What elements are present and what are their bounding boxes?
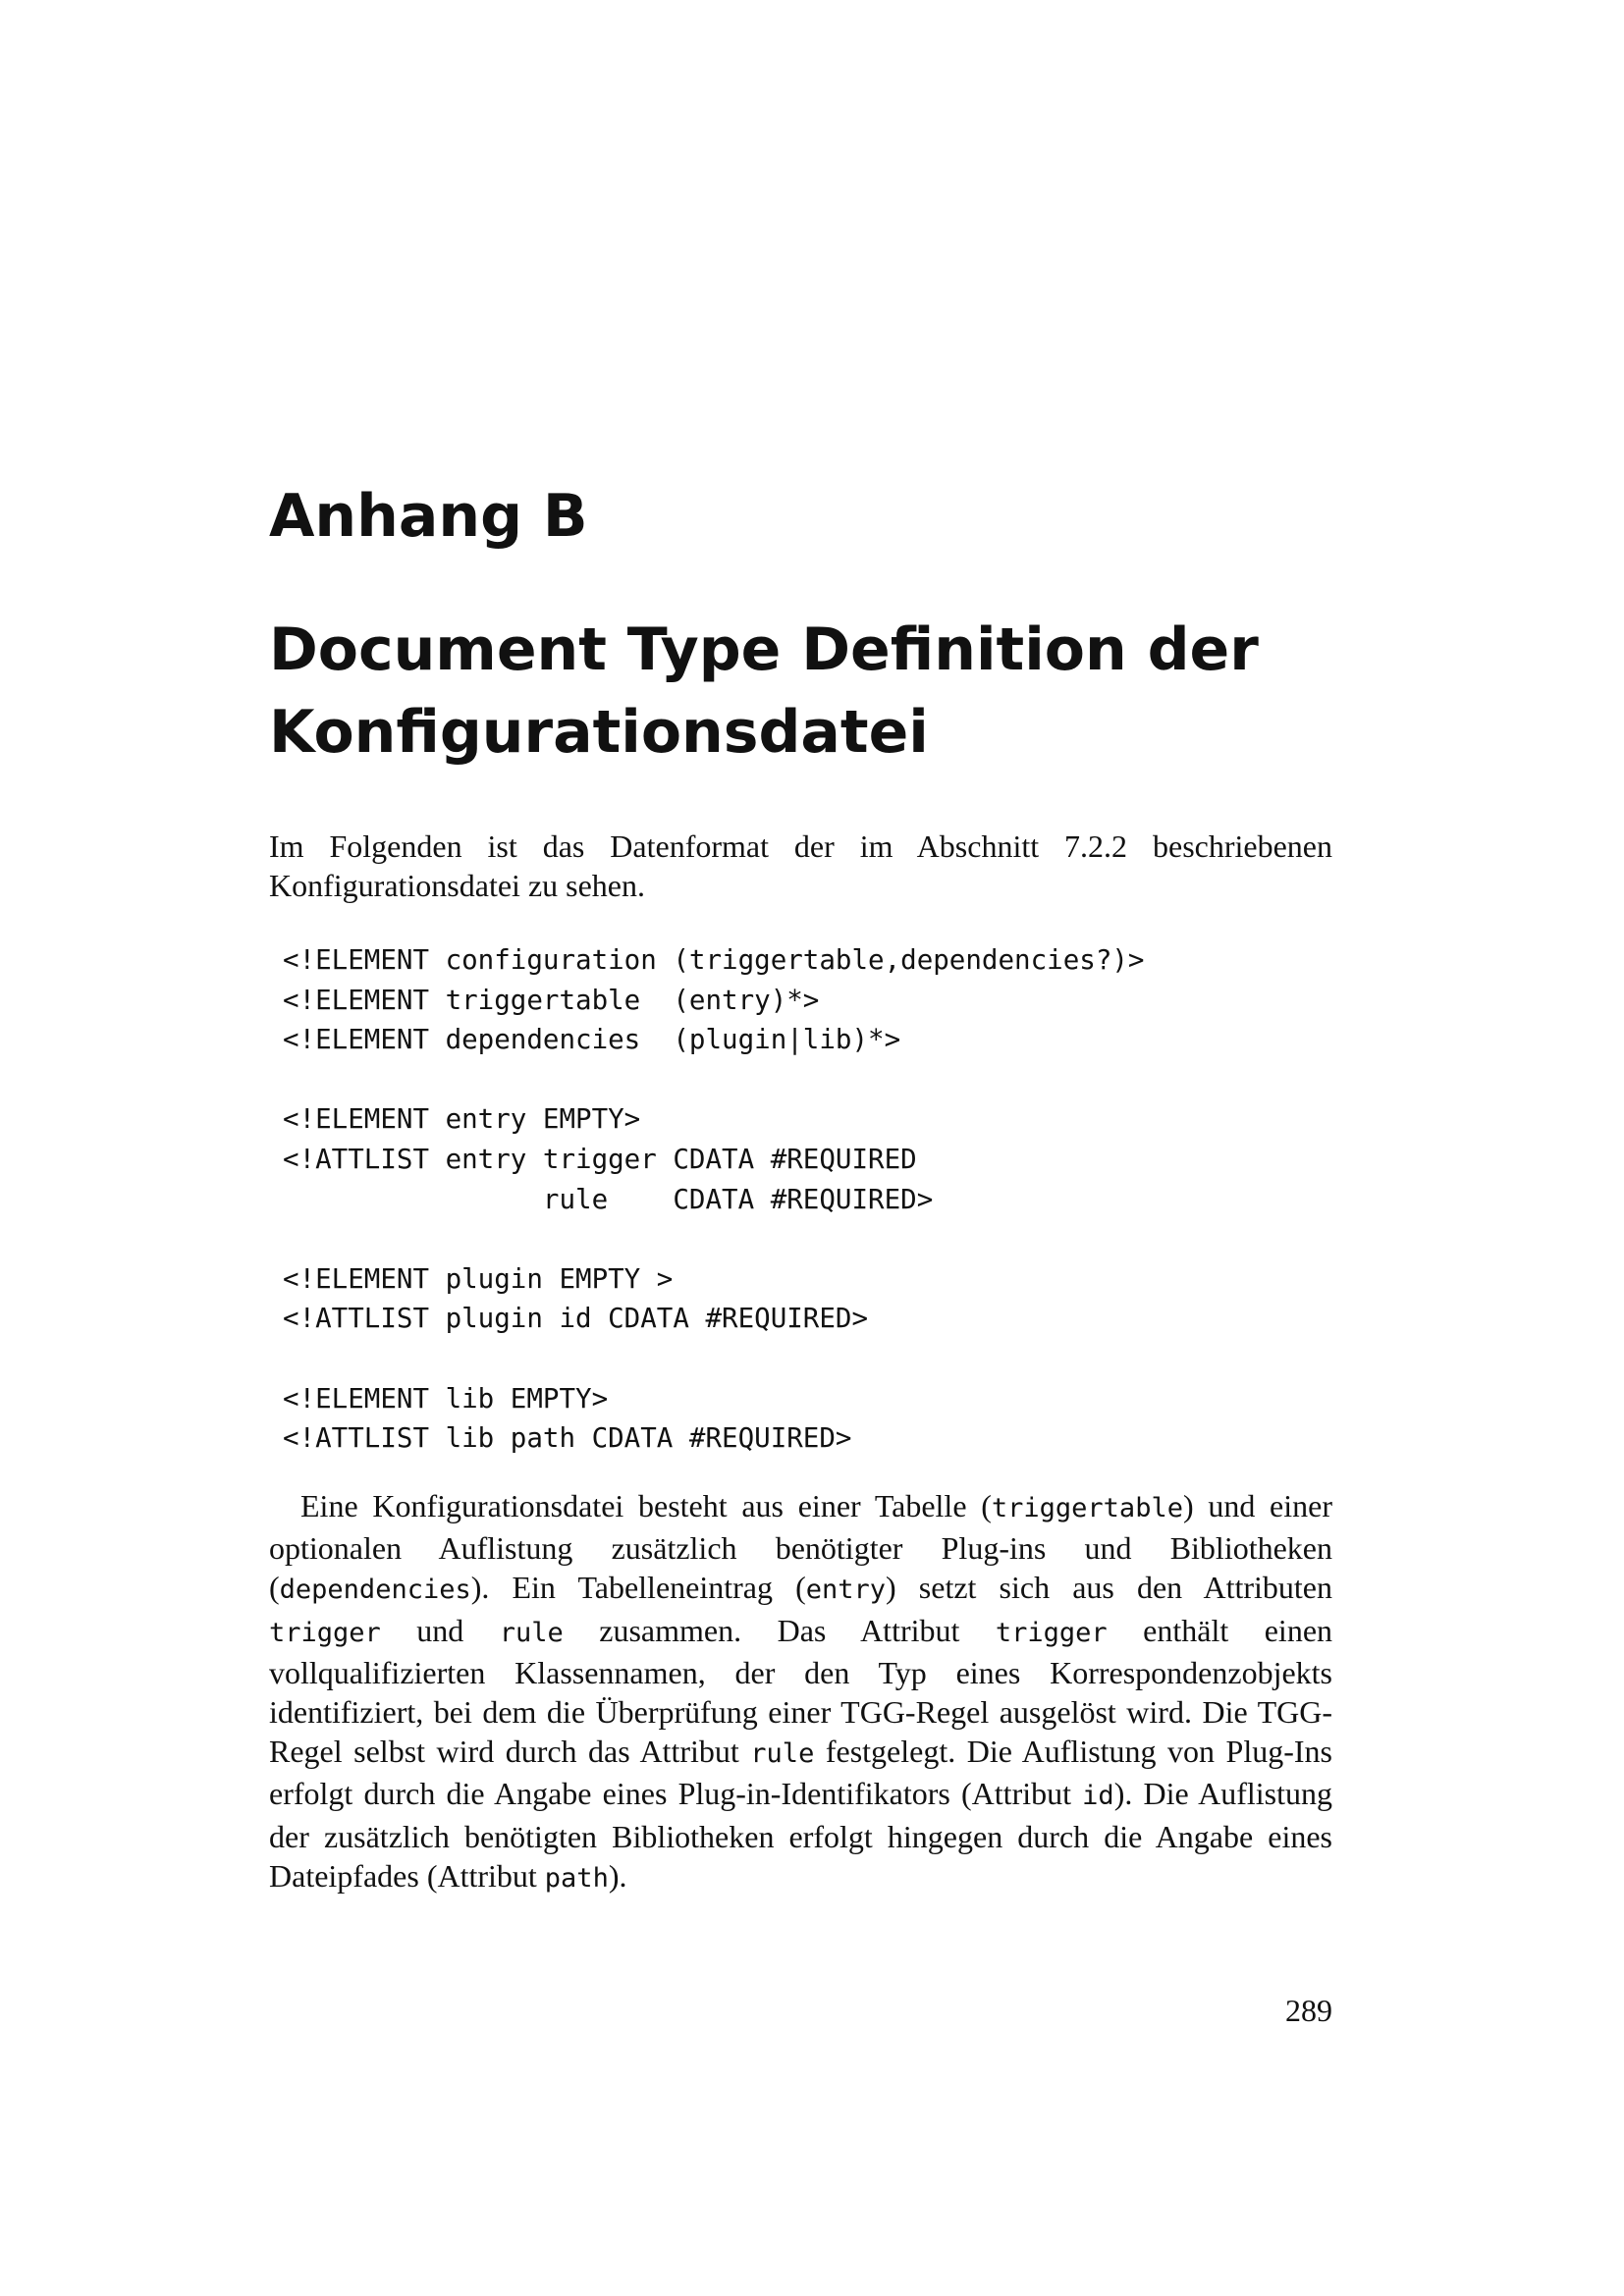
inline-code: id: [1082, 1781, 1114, 1812]
inline-code: rule: [750, 1738, 815, 1770]
body-text-run: und: [380, 1612, 500, 1648]
dtd-code-block: [283, 940, 1145, 1459]
code-line: rule CDATA #REQUIRED>: [283, 1183, 934, 1215]
page-number: 289: [1285, 1993, 1332, 2028]
body-text-run: zusammen. Das Attribut: [563, 1612, 996, 1648]
code-line: <!ELEMENT triggertable (entry)*>: [283, 984, 820, 1016]
body-text-run: enthält einen vollqualifizierten Klassennamen, der den Typ eines Korrespondenzobjekts identifiziert, bei dem die Überprüfung einer TGG-Regel ausgelöst wird. Die TGG-Regel selbst wird durch das Attribut: [269, 1612, 1333, 1770]
document-page: [269, 0, 1332, 2296]
inline-code: dependencies: [279, 1575, 471, 1606]
code-line: <!ELEMENT plugin EMPTY >: [283, 1262, 674, 1295]
inline-code: entry: [805, 1575, 887, 1606]
inline-code: trigger: [269, 1617, 381, 1648]
code-line: <!ELEMENT configuration (triggertable,dependencies?)>: [283, 944, 1145, 976]
intro-paragraph: Im Folgenden ist das Datenformat der im Abschnitt 7.2.2 beschriebenen Konfigurationsdatei zu sehen.: [269, 828, 1332, 903]
body-text-run: ) setzt sich aus den Attributen: [886, 1570, 1333, 1606]
body-text-run: ) und einer optionalen Auflistung zusätzlich benötigter Plug-ins und Bibliotheken (: [269, 1488, 1333, 1606]
code-line: <!ATTLIST lib path CDATA #REQUIRED>: [283, 1422, 852, 1455]
code-line: <!ATTLIST plugin id CDATA #REQUIRED>: [283, 1303, 869, 1335]
code-line: [283, 1060, 1145, 1100]
inline-code: trigger: [995, 1617, 1108, 1648]
inline-code: path: [544, 1862, 609, 1894]
inline-code: triggertable: [991, 1493, 1183, 1523]
appendix-title: Document Type Definition der Konfigurationsdatei: [269, 615, 1259, 767]
code-line: <!ATTLIST entry trigger CDATA #REQUIRED: [283, 1143, 917, 1175]
code-line: <!ELEMENT dependencies (plugin|lib)*>: [283, 1024, 901, 1056]
inline-code: rule: [499, 1617, 564, 1648]
body-text-run: Eine Konfigurationsdatei besteht aus einer Tabelle (: [300, 1488, 992, 1523]
body-text-run: ).: [608, 1857, 627, 1894]
body-text-run: ). Die Auflistung der zusätzlich benötigten Bibliotheken erfolgt hingegen durch die Angabe eines Dateipfades (Attribut: [269, 1776, 1333, 1894]
body-text-run: ). Ein Tabelleneintrag (: [470, 1570, 806, 1606]
code-line: [283, 1219, 1145, 1259]
code-line: <!ELEMENT entry EMPTY>: [283, 1103, 641, 1136]
appendix-label: Anhang B: [269, 482, 588, 551]
code-line: <!ELEMENT lib EMPTY>: [283, 1382, 609, 1415]
code-line: [283, 1339, 1145, 1379]
body-text-run: festgelegt. Die Auflistung von Plug-Ins erfolgt durch die Angabe eines Plug-in-Identifikators (Attribut: [269, 1734, 1333, 1812]
description-paragraph: [269, 1486, 1332, 1898]
